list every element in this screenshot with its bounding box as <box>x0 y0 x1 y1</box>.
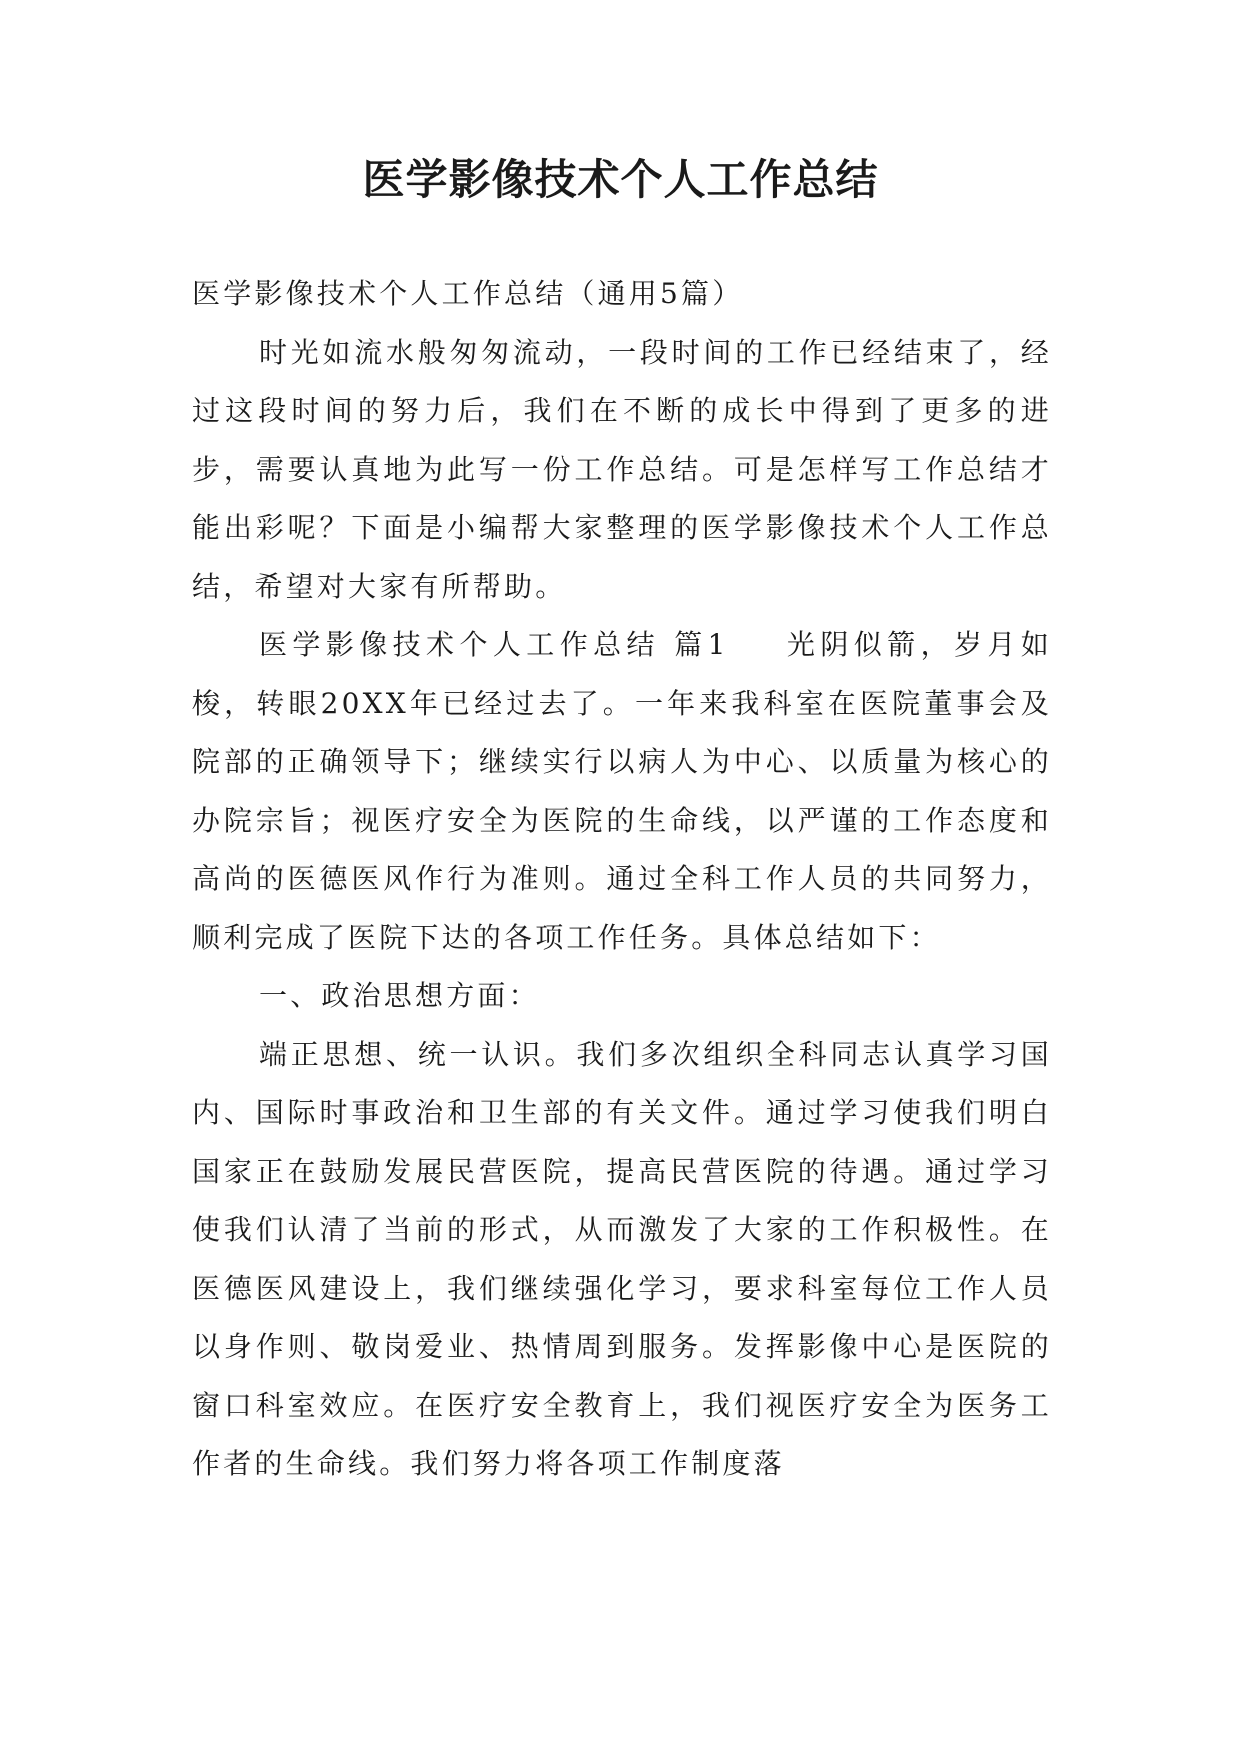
document-subtitle: 医学影像技术个人工作总结（通用5篇） <box>192 277 744 310</box>
section1-paragraph <box>192 616 1052 967</box>
politics-paragraph: 端正思想、统一认识。我们多次组织全科同志认真学习国内、国际时事政治和卫生部的有关文件。通过学习使我们明白国家正在鼓励发展民营医院，提高民营医院的待遇。通过学习使我们认清了当前的形式，从而激发了大家的工作积极性。在医德医风建设上，我们继续强化学习，要求科室每位工作人员以身作则、敬岗爱业、热情周到服务。发挥影像中心是医院的窗口科室效应。在医疗安全教育上，我们视医疗安全为医务工作者的生命线。我们努力将各项工作制度落 <box>192 1037 1052 1480</box>
document-body <box>192 265 1052 1494</box>
section1-text: 光阴似箭，岁月如梭，转眼20XX年已经过去了。一年来我科室在医院董事会及院部的正确领导下；继续实行以病人为中心、以质量为核心的办院宗旨；视医疗安全为医院的生命线，以严谨的工作态度和高尚的医德医风作行为准则。通过全科工作人员的共同努力，顺利完成了医院下达的各项工作任务。具体总结如下： <box>192 628 1053 954</box>
document-title: 医学影像技术个人工作总结 <box>362 155 879 204</box>
intro-paragraph: 时光如流水般匆匆流动，一段时间的工作已经结束了，经过这段时间的努力后，我们在不断的成长中得到了更多的进步，需要认真地为此写一份工作总结。可是怎样写工作总结才能出彩呢？下面是小编帮大家整理的医学影像技术个人工作总结，希望对大家有所帮助。 <box>192 335 1052 603</box>
politics-heading: 一、政治思想方面： <box>259 979 540 1012</box>
section1-heading: 医学影像技术个人工作总结 篇1 <box>259 628 729 661</box>
